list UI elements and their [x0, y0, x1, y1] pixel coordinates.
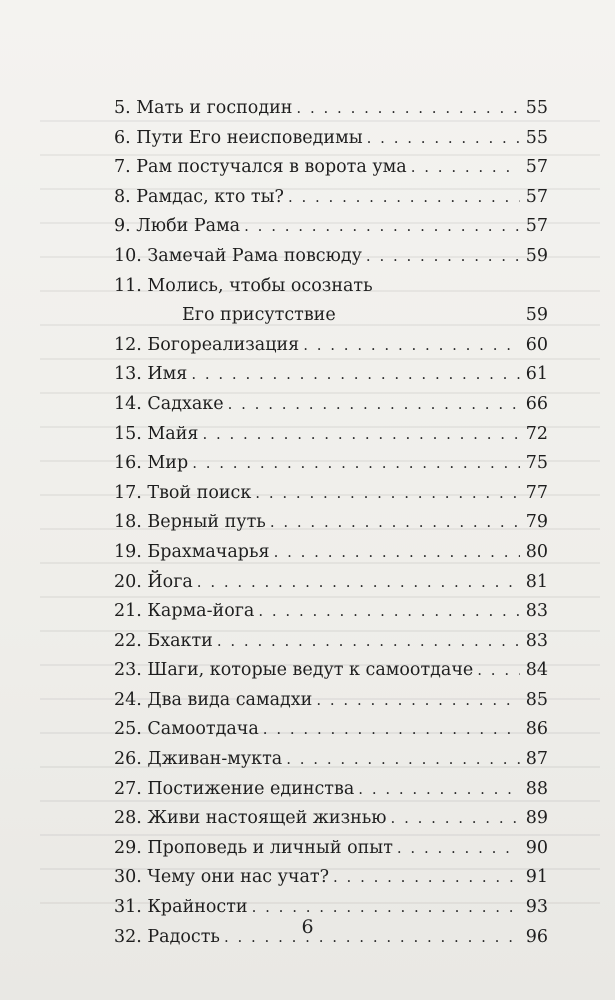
- dot-leader: [288, 183, 520, 213]
- dot-leader: [263, 715, 520, 745]
- toc-entry: [114, 360, 548, 390]
- dot-leader: [397, 834, 520, 864]
- dot-leader: [303, 331, 520, 361]
- dot-leader: [358, 775, 520, 805]
- toc-entry-title: 7. Рам постучался в ворота ума: [114, 157, 407, 178]
- toc-entry-page: 84: [525, 660, 548, 681]
- toc-entry-page: 72: [525, 423, 548, 444]
- toc-entry-page: 57: [525, 186, 548, 207]
- toc-entry-title: 13. Имя: [114, 364, 188, 385]
- toc-entry-title: 11. Молись, чтобы осознать: [114, 275, 373, 296]
- toc-entry-page: 57: [525, 157, 548, 178]
- dot-leader: [202, 420, 520, 450]
- toc-entry-title: 23. Шаги, которые ведут к самоотдаче: [114, 660, 474, 681]
- toc-entry: [114, 834, 548, 864]
- dot-leader: [477, 656, 520, 686]
- toc-entry-page: 66: [525, 393, 548, 414]
- toc-entry-title: 18. Верный путь: [114, 512, 266, 533]
- toc-entry-title: 25. Самоотдача: [114, 719, 259, 740]
- dot-leader: [191, 360, 520, 390]
- toc-entry-page: 55: [525, 127, 548, 148]
- toc-entry-page: 77: [525, 482, 548, 503]
- dot-leader: [255, 479, 520, 509]
- dot-leader: [274, 538, 520, 568]
- toc-entry-title: 24. Два вида самадхи: [114, 689, 313, 710]
- toc-entry-page: 79: [525, 512, 548, 533]
- toc-entry-title: 9. Люби Рама: [114, 216, 241, 237]
- toc-entry-title: Его присутствие: [182, 305, 336, 326]
- dot-leader: [244, 212, 520, 242]
- toc-entry-page: 93: [525, 897, 548, 918]
- toc-entry-title: 14. Садхаке: [114, 393, 224, 414]
- toc-entry-title: 22. Бхакти: [114, 630, 213, 651]
- toc-entry: [114, 715, 548, 745]
- toc-entry: [114, 627, 548, 657]
- toc-entry-page: 90: [525, 837, 548, 858]
- dot-leader: [391, 804, 520, 834]
- toc-entry: [114, 153, 548, 183]
- toc-entry-page: 83: [525, 601, 548, 622]
- toc-entry-page: 60: [525, 334, 548, 355]
- toc-entry-page: 89: [525, 808, 548, 829]
- toc-entry-title: 30. Чему они нас учат?: [114, 867, 329, 888]
- toc-entry: [114, 124, 548, 154]
- toc-entry: [114, 242, 548, 272]
- dot-leader: [367, 124, 520, 154]
- dot-leader: [192, 449, 520, 479]
- toc-entry: [114, 183, 548, 213]
- toc-entry-page: 86: [525, 719, 548, 740]
- toc-entry-title: 27. Постижение единства: [114, 778, 355, 799]
- toc-entry-title: 6. Пути Его неисповедимы: [114, 127, 363, 148]
- dot-leader: [228, 390, 520, 420]
- toc-entry-page: 61: [525, 364, 548, 385]
- toc-entry-title: 29. Проповедь и личный опыт: [114, 837, 393, 858]
- toc-entry-title: 17. Твой поиск: [114, 482, 252, 503]
- dot-leader: [270, 508, 520, 538]
- dot-leader: [296, 94, 520, 124]
- toc-entry: [114, 508, 548, 538]
- toc-entry-title: 20. Йога: [114, 571, 193, 592]
- toc-entry: [114, 331, 548, 361]
- toc-entry-page: 83: [525, 630, 548, 651]
- toc-entry: [114, 597, 548, 627]
- toc-entry: [114, 745, 548, 775]
- dot-leader: [316, 686, 520, 716]
- toc-entry: [114, 420, 548, 450]
- toc-entry-title: 16. Мир: [114, 453, 189, 474]
- toc-entry-page: 88: [525, 778, 548, 799]
- dot-leader: [197, 568, 520, 598]
- page-number: 6: [301, 916, 314, 938]
- toc-entry: [114, 390, 548, 420]
- toc-entry: [114, 656, 548, 686]
- toc-entry-page: 87: [525, 749, 548, 770]
- toc-entry-title: 19. Брахмачарья: [114, 541, 270, 562]
- toc-entry: [114, 804, 548, 834]
- toc-entry-title: 8. Рамдас, кто ты?: [114, 186, 284, 207]
- toc-entry: [114, 568, 548, 598]
- toc-entry-page: 91: [525, 867, 548, 888]
- toc-entry-title: 28. Живи настоящей жизнью: [114, 808, 387, 829]
- toc-entry-title: 32. Радость: [114, 926, 220, 947]
- dot-leader: [258, 597, 520, 627]
- table-of-contents: [114, 94, 548, 952]
- toc-entry-page: 85: [525, 689, 548, 710]
- toc-entry-continuation: [114, 301, 548, 331]
- toc-entry: [114, 212, 548, 242]
- toc-entry: [114, 479, 548, 509]
- toc-entry: [114, 686, 548, 716]
- dot-leader: [366, 242, 520, 272]
- toc-entry-title: 15. Майя: [114, 423, 199, 444]
- toc-entry-page: 57: [525, 216, 548, 237]
- toc-entry-title: 21. Карма-йога: [114, 601, 255, 622]
- toc-entry-page: 59: [525, 245, 548, 266]
- toc-entry-page: 81: [525, 571, 548, 592]
- toc-entry-page: 80: [525, 541, 548, 562]
- toc-entry-title: 26. Дживан-мукта: [114, 749, 283, 770]
- dot-leader: [333, 863, 520, 893]
- dot-leader: [217, 627, 520, 657]
- toc-entry: [114, 94, 548, 124]
- toc-entry-page: 55: [525, 98, 548, 118]
- toc-entry-page: 96: [525, 926, 548, 947]
- toc-entry-title: 31. Крайности: [114, 897, 248, 918]
- dot-leader: [286, 745, 520, 775]
- toc-entry: [114, 538, 548, 568]
- toc-entry-page: 75: [525, 453, 548, 474]
- toc-entry: [114, 272, 548, 302]
- toc-entry-page: 59: [525, 305, 548, 326]
- toc-entry-title: 12. Богореализация: [114, 334, 300, 355]
- toc-entry: [114, 775, 548, 805]
- toc-entry: [114, 449, 548, 479]
- toc-entry: [114, 863, 548, 893]
- toc-entry-title: 5. Мать и господин: [114, 98, 293, 118]
- dot-leader: [411, 153, 520, 183]
- toc-entry-title: 10. Замечай Рама повсюду: [114, 245, 362, 266]
